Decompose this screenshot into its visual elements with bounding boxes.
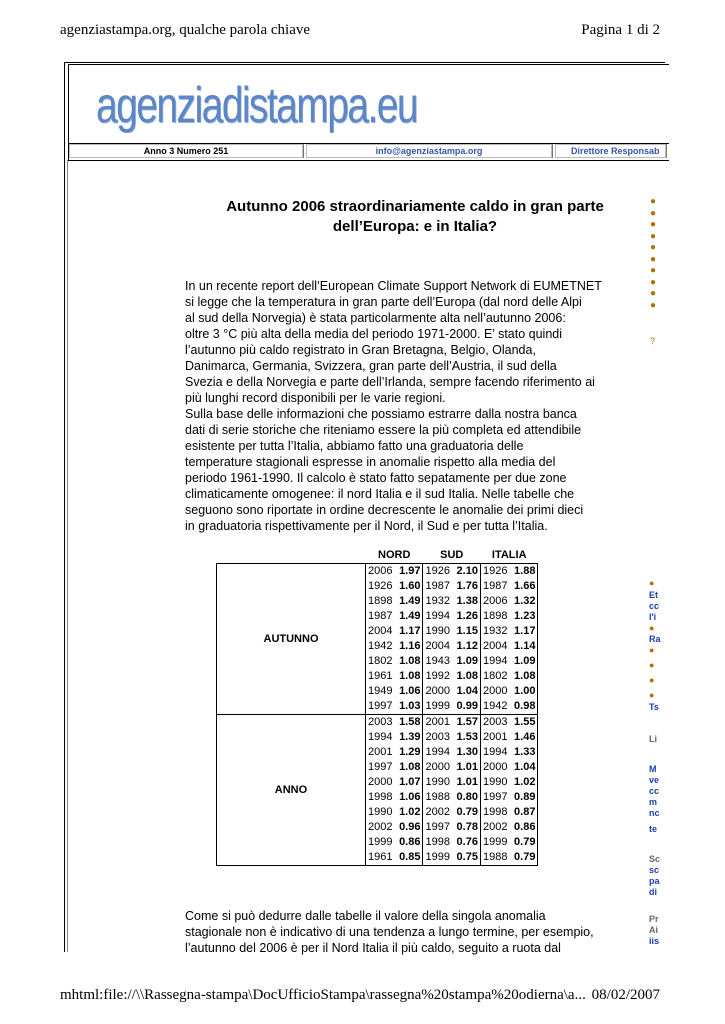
anomaly-cell: 1.60 [399, 580, 421, 592]
year-cell: 2004 [480, 639, 509, 654]
paragraph-line: Danimarca, Germania, Svizzera, gran parte dell’Austria, il sud della [185, 359, 557, 373]
anomaly-cell: 1.32 [509, 594, 538, 609]
group-label: AUTUNNO [217, 564, 366, 715]
year-cell: 2004 [423, 639, 452, 654]
year-cell: 2000 [480, 684, 509, 699]
help-icon[interactable]: ? [650, 336, 656, 346]
anomaly-cell: 1.00 [509, 684, 538, 699]
year-cell: 1998 [366, 790, 395, 805]
year-cell: 1802 [480, 669, 509, 684]
anomaly-cell: 0.98 [509, 699, 538, 715]
year-cell: 1988 [423, 790, 452, 805]
paragraph-line: Sulla base delle informazioni che possiamo estrarre dalla nostra banca [185, 407, 577, 421]
anomaly-cell: 1.06 [399, 791, 421, 803]
paragraph-line: Svezia e della Norvegia e parte dell’Irlanda, sempre facendo riferimento ai [185, 375, 595, 389]
paragraph-line: In un recente report dell’European Climate Support Network di EUMETNET [185, 279, 602, 293]
year-cell: 2001 [423, 715, 452, 731]
year-cell: 1898 [480, 609, 509, 624]
year-cell: 1997 [480, 790, 509, 805]
anomaly-cell: 2.10 [452, 564, 481, 580]
group-label: ANNO [217, 715, 366, 866]
table-row [217, 715, 538, 731]
year-cell: 1898 [366, 594, 395, 609]
info-bar [68, 143, 669, 161]
year-cell: 2000 [423, 684, 452, 699]
anomaly-cell: 0.85 [394, 850, 423, 866]
article-paragraph-2 [185, 908, 647, 956]
article-title: Autunno 2006 straordinariamente caldo in gran parte dell’Europa: e in Italia? [226, 198, 604, 235]
year-cell: 1999 [366, 835, 395, 850]
anomaly-cell: 1.08 [399, 655, 421, 667]
year-cell: 1990 [366, 805, 395, 820]
anomaly-cell: 1.08 [456, 670, 478, 682]
anomaly-cell: 0.78 [456, 821, 478, 833]
year-cell: 2006 [366, 564, 395, 580]
email-link[interactable]: info@agenziastampa.org [306, 144, 553, 158]
column-header: SUD [440, 549, 464, 561]
year-cell: 1987 [423, 579, 452, 594]
year-cell: 2003 [480, 715, 509, 731]
sidebar-fragment[interactable]: iis [649, 936, 660, 946]
year-cell: 1994 [480, 654, 509, 669]
year-cell: 1994 [423, 609, 452, 624]
print-footer-url: mhtml:file://\\Rassegna-stampa\DocUfficioStampa\rassegna%20stampa%20odierna\a... [60, 987, 586, 1003]
year-cell: 1997 [423, 820, 452, 835]
year-cell: 1998 [423, 835, 452, 850]
year-cell: 1932 [480, 624, 509, 639]
paragraph-line: seguono sono riportate in ordine decrescente le anomalie dei primi dieci [185, 503, 584, 517]
anomaly-cell: 1.17 [509, 624, 538, 639]
year-cell: 1997 [366, 760, 395, 775]
sidebar-fragment[interactable]: di [649, 887, 657, 897]
anomaly-cell: 0.79 [456, 806, 478, 818]
anomaly-cell: 1.08 [399, 761, 421, 773]
print-header-page: Pagina 1 di 2 [581, 22, 660, 38]
anomaly-cell: 1.12 [456, 640, 478, 652]
paragraph-line: dati di serie storiche che riteniamo essere la più completa ed attendibile [185, 423, 582, 437]
year-cell: 1988 [480, 850, 509, 866]
anomaly-cell: 0.89 [509, 790, 538, 805]
paragraph-line: periodo 1961-1990. Il calcolo è stato fatto sepatamente per due zone [185, 471, 567, 485]
anomaly-cell: 1.26 [456, 610, 478, 622]
year-cell: 1987 [366, 609, 395, 624]
year-cell: 2002 [480, 820, 509, 835]
sidebar-fragment: ● [649, 675, 655, 685]
year-cell: 1949 [366, 684, 395, 699]
year-cell: 2003 [366, 715, 395, 731]
anomaly-cell: 1.46 [509, 730, 538, 745]
anomaly-cell: 1.49 [399, 610, 421, 622]
anomaly-cell: 1.03 [394, 699, 423, 715]
sidebar-fragment[interactable]: l'i [649, 612, 657, 622]
anomaly-cell: 0.79 [509, 835, 538, 850]
anomaly-cell: 1.55 [509, 715, 538, 731]
year-cell: 2003 [423, 730, 452, 745]
anomaly-cell: 1.30 [456, 746, 478, 758]
anomaly-cell: 1.08 [509, 669, 538, 684]
anomaly-cell: 1.04 [456, 685, 478, 697]
anomaly-cell: 1.09 [509, 654, 538, 669]
paragraph-line: al sud della Norvegia) è stata particolarmente alta nell’autunno 2006: [185, 311, 566, 325]
year-cell: 2001 [480, 730, 509, 745]
article-paragraph-1 [185, 278, 647, 534]
anomaly-cell: 1.02 [509, 775, 538, 790]
sidebar-fragment[interactable]: pa [649, 876, 660, 886]
year-cell: 1990 [423, 624, 452, 639]
anomaly-cell: 1.02 [399, 806, 421, 818]
year-cell: 1999 [423, 850, 452, 866]
year-cell: 2004 [366, 624, 395, 639]
anomaly-cell: 0.79 [509, 850, 538, 866]
anomaly-cell: 1.04 [509, 760, 538, 775]
anomaly-cell: 1.15 [456, 625, 478, 637]
anomaly-cell: 0.80 [456, 791, 478, 803]
year-cell: 1994 [366, 730, 395, 745]
anomaly-cell: 1.88 [509, 564, 538, 580]
year-cell: 1999 [480, 835, 509, 850]
anomaly-cell: 1.09 [456, 655, 478, 667]
anomaly-cell: 1.29 [399, 746, 421, 758]
year-cell: 2002 [423, 805, 452, 820]
anomaly-cell: 1.38 [456, 595, 478, 607]
anomaly-cell: 1.01 [456, 761, 478, 773]
sidebar-fragment: Sc [649, 854, 661, 864]
anomaly-cell: 1.08 [399, 670, 421, 682]
print-footer-date: 08/02/2007 [591, 987, 660, 1003]
anomaly-table [216, 548, 538, 866]
year-cell: 2000 [423, 760, 452, 775]
anomaly-cell: 0.76 [456, 836, 478, 848]
anomaly-cell: 1.66 [509, 579, 538, 594]
anomaly-cell: 1.76 [456, 580, 478, 592]
year-cell: 1994 [480, 745, 509, 760]
sidebar-fragment: Li [649, 734, 657, 744]
column-header: NORD [378, 549, 411, 561]
anomaly-cell: 1.58 [394, 715, 423, 731]
sidebar-fragment: ● [649, 578, 655, 588]
year-cell: 1932 [423, 594, 452, 609]
year-cell: 1987 [480, 579, 509, 594]
paragraph-line: temperature stagionali espresse in anomalie rispetto alla media del [185, 455, 556, 469]
sidebar-fragment: ● [649, 623, 655, 633]
sidebar-bullet-list: ● ● ● ● ● ● ● ● ● ● [650, 196, 657, 311]
paragraph-line: l’autunno più caldo registrato in Gran Bretagna, Belgio, Olanda, [185, 343, 536, 357]
year-cell: 2006 [480, 594, 509, 609]
year-cell: 1990 [423, 775, 452, 790]
sidebar-fragment[interactable]: ve [649, 775, 660, 785]
year-cell: 1998 [480, 805, 509, 820]
year-cell: 1942 [480, 699, 509, 715]
year-cell: 2001 [366, 745, 395, 760]
year-cell: 1943 [423, 654, 452, 669]
anomaly-cell: 1.53 [456, 731, 478, 743]
anomaly-cell: 1.57 [452, 715, 481, 731]
year-cell: 1926 [480, 564, 509, 580]
sidebar-fragment: Ai [649, 925, 658, 935]
anomaly-cell: 1.23 [509, 609, 538, 624]
year-cell: 2002 [366, 820, 395, 835]
column-header: ITALIA [491, 549, 527, 561]
year-cell: 1999 [423, 699, 452, 715]
paragraph-line: Come si può dedurre dalle tabelle il valore della singola anomalia [185, 909, 546, 923]
anomaly-cell: 0.75 [452, 850, 481, 866]
year-cell: 1961 [366, 669, 395, 684]
table-row [217, 564, 538, 580]
sidebar-fragment[interactable]: sc [649, 865, 660, 875]
sidebar-fragment[interactable]: cc [649, 601, 660, 611]
sidebar-fragment: ● [649, 660, 655, 670]
year-cell: 1802 [366, 654, 395, 669]
anomaly-cell: 1.01 [456, 776, 478, 788]
paragraph-line: si legge che la temperatura in gran parte dell’Europa (dal nord delle Alpi [185, 295, 582, 309]
paragraph-line: climaticamente omogenee: il nord Italia e il sud Italia. Nelle tabelle che [185, 487, 575, 501]
print-footer [60, 987, 660, 1004]
anomaly-cell: 1.39 [399, 731, 421, 743]
year-cell: 1961 [366, 850, 395, 866]
sidebar-fragment[interactable]: Ts [649, 702, 659, 712]
paragraph-line: l’autunno del 2006 è per il Nord Italia il più caldo, seguito a ruota dal [185, 941, 561, 955]
site-logo[interactable]: agenziadistampa.eu [96, 77, 418, 133]
sidebar-fragment[interactable]: m [649, 797, 658, 807]
paragraph-line: esistente per tutta l’Italia, abbiamo fatto una graduatoria delle [185, 439, 524, 453]
sidebar-fragment[interactable]: cc [649, 786, 660, 796]
anomaly-cell: 0.86 [399, 836, 421, 848]
year-cell: 1994 [423, 745, 452, 760]
anomaly-cell: 0.99 [452, 699, 481, 715]
director-link[interactable]: Direttore Responsab [555, 144, 667, 158]
anomaly-cell: 1.07 [399, 776, 421, 788]
anomaly-cell: 1.49 [399, 595, 421, 607]
left-frame-line [64, 62, 65, 952]
sidebar-fragment[interactable]: M [649, 764, 657, 774]
sidebar-fragment: ● [649, 690, 655, 700]
year-cell: 1990 [480, 775, 509, 790]
anomaly-cell: 1.33 [509, 745, 538, 760]
print-header-left: agenziastampa.org, qualche parola chiave [60, 22, 311, 38]
year-cell: 2000 [480, 760, 509, 775]
print-header [60, 22, 660, 39]
top-frame-line [64, 62, 665, 63]
sidebar-fragment[interactable]: te [649, 824, 658, 834]
anomaly-cell: 1.06 [399, 685, 421, 697]
anomaly-cell: 1.16 [399, 640, 421, 652]
anomaly-cell: 0.87 [509, 805, 538, 820]
paragraph-line: più lunghi record disponibili per le varie regioni. [185, 391, 446, 405]
left-frame-line-inner [67, 160, 68, 952]
anomaly-cell: 0.86 [509, 820, 538, 835]
sidebar-fragment: ● [649, 645, 655, 655]
paragraph-line: oltre 3 °C più alta della media del periodo 1971-2000. E’ stato quindi [185, 327, 563, 341]
sidebar-fragment[interactable]: Et [649, 590, 658, 600]
year-cell: 1926 [423, 564, 452, 580]
year-cell: 1942 [366, 639, 395, 654]
sidebar-fragment: Pr [649, 914, 659, 924]
issue-number: Anno 3 Numero 251 [69, 144, 304, 158]
anomaly-cell: 1.97 [394, 564, 423, 580]
anomaly-cell: 0.96 [399, 821, 421, 833]
paragraph-line: in graduatoria rispettivamente per il Nord, il Sud e per tutta l’Italia. [185, 519, 548, 533]
year-cell: 2000 [366, 775, 395, 790]
anomaly-cell: 1.14 [509, 639, 538, 654]
year-cell: 1926 [366, 579, 395, 594]
year-cell: 1997 [366, 699, 395, 715]
sidebar-fragment[interactable]: Ra [649, 634, 661, 644]
paragraph-line: stagionale non è indicativo di una tendenza a lungo termine, per esempio, [185, 925, 594, 939]
anomaly-cell: 1.17 [399, 625, 421, 637]
sidebar-fragment[interactable]: nc [649, 808, 660, 818]
year-cell: 1992 [423, 669, 452, 684]
